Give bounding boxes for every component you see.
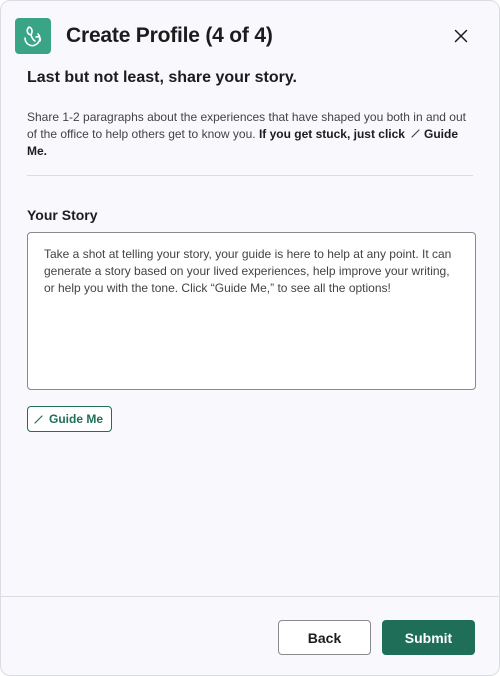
close-icon [454,29,468,43]
close-button[interactable] [449,24,473,48]
guide-me-label: Guide Me [49,412,104,427]
your-story-label: Your Story [27,207,98,224]
description-hint-prefix: If you get stuck, just click [258,127,405,141]
modal-footer [1,596,499,676]
modal-title: Create Profile (4 of 4) [66,24,273,47]
your-story-textarea[interactable] [27,232,476,390]
modal-content [27,69,473,432]
back-button[interactable]: Back [278,620,371,655]
modal-header [15,18,485,54]
pen-icon [411,126,420,143]
pen-icon [34,415,43,424]
section-heading: Last but not least, share your story. [27,69,297,86]
leaf-person-icon [15,18,51,54]
section-description [27,109,473,160]
section-divider [27,175,473,176]
description-text: Share 1-2 paragraphs about the experiences that have shaped you both in and out of the office to help others get to know you. [27,110,466,141]
guide-me-button[interactable] [27,406,112,432]
submit-button[interactable]: Submit [382,620,475,655]
story-placeholder-text: Take a shot at telling your story, your guide is here to help at any point. It can generate a story based on your lived experiences, help improve your writing, or help you with the tone. Click “Guide Me,” to see all the options! [44,247,452,296]
description-hint-suffix: Guide Me. [27,127,458,159]
